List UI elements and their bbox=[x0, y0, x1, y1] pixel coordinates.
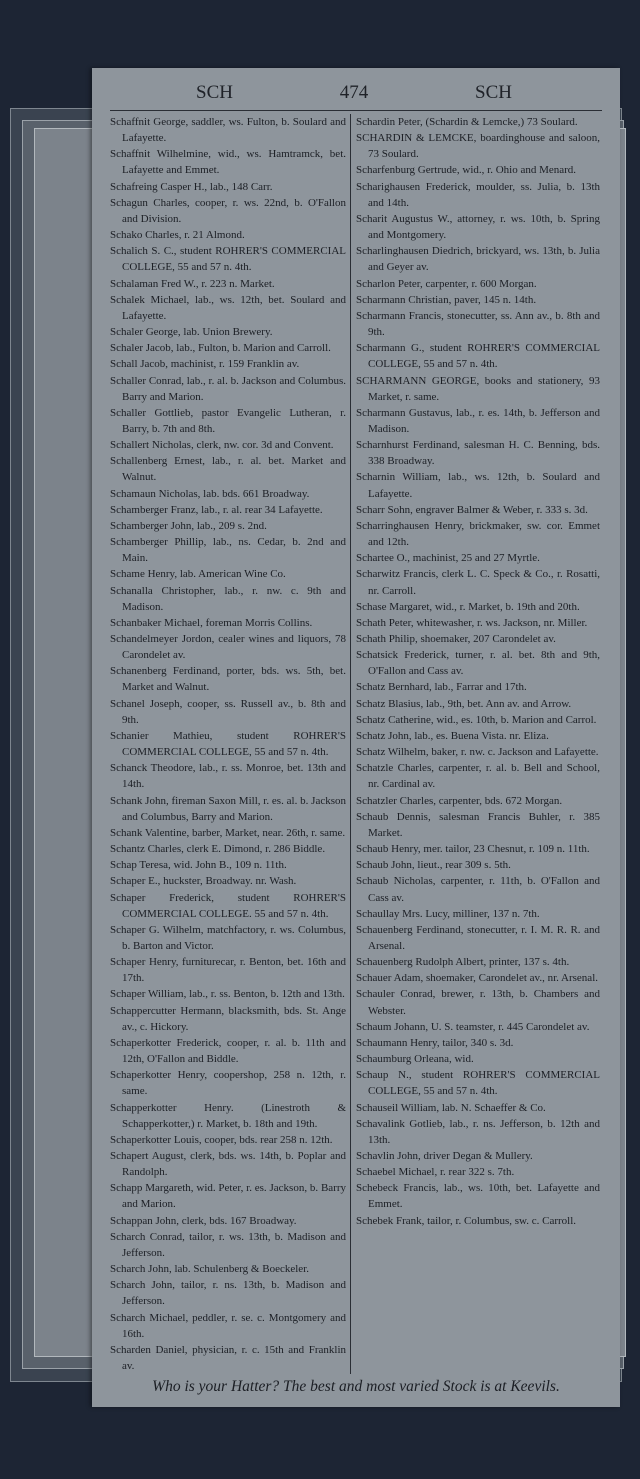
directory-entry: Schatz Wilhelm, baker, r. nw. c. Jackson and Lafayette. bbox=[356, 746, 599, 759]
running-head-right: SCH bbox=[475, 82, 512, 103]
directory-entry: Schallert Nicholas, clerk, nw. cor. 3d and Convent. bbox=[110, 439, 334, 452]
directory-entry: Schaller Conrad, lab., r. al. b. Jackson and Columbus. Barry and Marion. bbox=[110, 374, 346, 403]
directory-entry: Schaub Nicholas, carpenter, r. 11th, b. O'Fallon and Cass av. bbox=[356, 875, 600, 904]
directory-entry: Schanbaker Michael, foreman Morris Collins. bbox=[110, 616, 313, 629]
directory-entry: Schaullay Mrs. Lucy, milliner, 137 n. 7th. bbox=[356, 907, 540, 920]
directory-entry: Schavalink Gotlieb, lab., r. ns. Jefferson, b. 12th and 13th. bbox=[356, 1117, 600, 1146]
directory-entry: Schauer Adam, shoemaker, Carondelet av., nr. Arsenal. bbox=[356, 972, 598, 985]
directory-entry: Schall Jacob, machinist, r. 159 Franklin av. bbox=[110, 358, 300, 371]
directory-entry: Schako Charles, r. 21 Almond. bbox=[110, 229, 245, 242]
directory-entry: Scharmann Gustavus, lab., r. es. 14th, b. Jefferson and Madison. bbox=[356, 406, 600, 435]
directory-entry: Schaub Henry, mer. tailor, 23 Chesnut, r. 109 n. 11th. bbox=[356, 843, 590, 856]
footer-advertisement: Who is your Hatter? The best and most varied Stock is at Keevils. bbox=[152, 1378, 560, 1396]
directory-entry: Schauler Conrad, brewer, r. 13th, b. Chambers and Webster. bbox=[356, 988, 600, 1017]
directory-entry: Schebeck Francis, lab., ws. 10th, bet. Lafayette and Emmet. bbox=[356, 1182, 600, 1211]
directory-entry: Schatz Catherine, wid., es. 10th, b. Marion and Carrol. bbox=[356, 713, 597, 726]
directory-entry: Schanck Theodore, lab., r. ss. Monroe, bet. 13th and 14th. bbox=[110, 762, 346, 791]
directory-entry: Schauenberg Ferdinand, stonecutter, r. I. M. R. R. and Arsenal. bbox=[356, 923, 600, 952]
directory-entry: Schatz Blasius, lab., 9th, bet. Ann av. and Arrow. bbox=[356, 697, 572, 710]
directory-entry: Schaum Johann, U. S. teamster, r. 445 Carondelet av. bbox=[356, 1020, 590, 1033]
directory-entry: Schaperkotter Frederick, cooper, r. al. b. 11th and 12th, O'Fallon and Biddle. bbox=[110, 1036, 346, 1066]
directory-entry: SCHARMANN GEORGE, books and stationery, 93 Market, r. same. bbox=[356, 374, 600, 403]
directory-entry: Schapp Margareth, wid. Peter, r. es. Jackson, b. Barry and Marion. bbox=[110, 1182, 346, 1211]
directory-entry: Schappercutter Hermann, blacksmith, bds. St. Ange av., c. Hickory. bbox=[110, 1004, 346, 1033]
directory-entry: Schanier Mathieu, student ROHRER'S COMMERCIAL COLLEGE, 55 and 57 n. 4th. bbox=[110, 729, 346, 759]
page-number: 474 bbox=[339, 82, 369, 103]
directory-entry: Schalek Michael, lab., ws. 12th, bet. Soulard and Lafayette. bbox=[110, 293, 346, 322]
directory-entry: Scharringhausen Henry, brickmaker, sw. cor. Emmet and 12th. bbox=[356, 519, 600, 549]
directory-entry: Schank John, fireman Saxon Mill, r. es. al. b. Jackson and Columbus, Barry and Marion. bbox=[110, 794, 346, 823]
directory-entry: Scharwitz Francis, clerk L. C. Speck & Co., r. Rosatti, nr. Carroll. bbox=[356, 568, 600, 597]
directory-entry: Schavlin John, driver Degan & Mullery. bbox=[356, 1150, 533, 1162]
directory-entry: Schagun Charles, cooper, r. ws. 22nd, b. O'Fallon and Division. bbox=[110, 196, 346, 225]
directory-entry: Schaller Gottlieb, pastor Evangelic Lutheran, r. Barry, b. 7th and 8th. bbox=[110, 406, 346, 435]
directory-entry: Schatzler Charles, carpenter, bds. 672 Morgan. bbox=[356, 794, 563, 807]
directory-entry: Schaper E., huckster, Broadway. nr. Wash. bbox=[110, 875, 297, 888]
directory-entry: Schandelmeyer Jordon, cealer wines and liquors, 78 Carondelet av. bbox=[110, 633, 346, 662]
directory-entry: Schanenberg Ferdinand, porter, bds. ws. 5th, bet. Market and Walnut. bbox=[110, 665, 346, 694]
directory-entry: Schatz John, lab., es. Buena Vista. nr. Eliza. bbox=[356, 729, 549, 742]
directory-entry: Schapert August, clerk, bds. ws. 14th, b. Poplar and Randolph. bbox=[110, 1150, 346, 1179]
directory-entry: Schamberger Phillip, lab., ns. Cedar, b. 2nd and Main. bbox=[110, 536, 346, 565]
running-head bbox=[110, 82, 602, 108]
directory-entry: Schap Teresa, wid. John B., 109 n. 11th. bbox=[110, 859, 287, 872]
directory-entry: Schame Henry, lab. American Wine Co. bbox=[110, 568, 286, 581]
directory-entry: SCHARDIN & LEMCKE, boardinghouse and saloon, 73 Soulard. bbox=[356, 132, 600, 161]
directory-entry: Scharch Michael, peddler, r. se. c. Montgomery and 16th. bbox=[110, 1311, 346, 1340]
directory-entry: Schase Margaret, wid., r. Market, b. 19th and 20th. bbox=[356, 600, 580, 613]
directory-entry: Scharmann Christian, paver, 145 n. 14th. bbox=[356, 293, 537, 306]
directory-entry: Schaper G. Wilhelm, matchfactory, r. ws. Columbus, b. Barton and Victor. bbox=[110, 923, 346, 952]
directory-entry: Schapperkotter Henry. (Linestroth & Schapperkotter,) r. Market, b. 18th and 19th. bbox=[110, 1101, 346, 1130]
directory-entry: Scharit Augustus W., attorney, r. ws. 10th, b. Spring and Montgomery. bbox=[356, 212, 600, 242]
running-head-left: SCH bbox=[196, 82, 233, 103]
directory-entry: Schaler Jacob, lab., Fulton, b. Marion and Carroll. bbox=[110, 342, 331, 355]
right-column bbox=[350, 114, 600, 1374]
directory-entry: Schaumburg Orleana, wid. bbox=[356, 1053, 474, 1066]
directory-entry: Schaffnit George, saddler, ws. Fulton, b. Soulard and Lafayette. bbox=[110, 116, 346, 145]
directory-entry: Scharmann Francis, stonecutter, ss. Ann av., b. 8th and 9th. bbox=[356, 309, 600, 339]
directory-entry: Scharr Sohn, engraver Balmer & Weber, r. 333 s. 3d. bbox=[356, 503, 588, 516]
directory-entry: Schaperkotter Louis, cooper, bds. rear 258 n. 12th. bbox=[110, 1133, 333, 1146]
directory-entry: Schaffnit Wilhelmine, wid., ws. Hamtramck, bet. Lafayette and Emmet. bbox=[110, 148, 346, 177]
columns bbox=[110, 114, 602, 1374]
directory-entry: Scharfenburg Gertrude, wid., r. Ohio and Menard. bbox=[356, 164, 577, 177]
directory-entry: Schaup N., student ROHRER'S COMMERCIAL COLLEGE, 55 and 57 n. 4th. bbox=[356, 1069, 600, 1098]
left-column bbox=[110, 114, 350, 1374]
directory-entry: Schafreing Casper H., lab., 148 Carr. bbox=[110, 180, 273, 193]
directory-entry: Schatsick Frederick, turner, r. al. bet. 8th and 9th, O'Fallon and Cass av. bbox=[356, 649, 600, 678]
directory-entry: Schaub John, lieut., rear 309 s. 5th. bbox=[356, 859, 511, 872]
directory-entry: Schantz Charles, clerk E. Dimond, r. 286 Biddle. bbox=[110, 843, 326, 856]
directory-entry: Scharighausen Frederick, moulder, ss. Julia, b. 13th and 14th. bbox=[356, 180, 600, 209]
directory-entry: Schamberger Franz, lab., r. al. rear 34 Lafayette. bbox=[110, 503, 323, 516]
directory-entry: Schaper Frederick, student ROHRER'S COMMERCIAL COLLEGE. 55 and 57 n. 4th. bbox=[110, 891, 346, 920]
directory-entry: Scharlinghausen Diedrich, brickyard, ws. 13th, b. Julia and Geyer av. bbox=[356, 245, 600, 274]
directory-entry: Schebek Frank, tailor, r. Columbus, sw. c. Carroll. bbox=[356, 1214, 577, 1227]
directory-entry: Schank Valentine, barber, Market, near. 26th, r. same. bbox=[110, 826, 346, 839]
directory-entry: Schath Peter, whitewasher, r. ws. Jackson, nr. Miller. bbox=[356, 616, 588, 629]
directory-entry: Schaper William, lab., r. ss. Benton, b. 12th and 13th. bbox=[110, 988, 345, 1001]
directory-entry: Scharden Daniel, physician, r. c. 15th and Franklin av. bbox=[110, 1343, 346, 1373]
directory-entry: Schalaman Fred W., r. 223 n. Market. bbox=[110, 277, 275, 290]
directory-entry: Schallenberg Ernest, lab., r. al. bet. Market and Walnut. bbox=[110, 455, 346, 484]
directory-entry: Schatz Bernhard, lab., Farrar and 17th. bbox=[356, 681, 527, 694]
directory-entry: Scharch John, tailor, r. ns. 13th, b. Madison and Jefferson. bbox=[110, 1279, 346, 1308]
directory-entry: Scharch Conrad, tailor, r. ws. 13th, b. Madison and Jefferson. bbox=[110, 1230, 346, 1259]
directory-entry: Scharnhurst Ferdinand, salesman H. C. Benning, bds. 338 Broadway. bbox=[356, 439, 600, 468]
directory-entry: Schappan John, clerk, bds. 167 Broadway. bbox=[110, 1214, 297, 1227]
directory-entry: Schaub Dennis, salesman Francis Buhler, r. 385 Market. bbox=[356, 810, 600, 839]
directory-entry: Schartee O., machinist, 25 and 27 Myrtle. bbox=[356, 552, 540, 565]
directory-entry: Schaler George, lab. Union Brewery. bbox=[110, 326, 273, 339]
directory-entry: Schalich S. C., student ROHRER'S COMMERCIAL COLLEGE, 55 and 57 n. 4th. bbox=[110, 245, 346, 274]
directory-entry: Schanel Joseph, cooper, ss. Russell av., b. 8th and 9th. bbox=[110, 697, 346, 726]
directory-entry: Schaper Henry, furniturecar, r. Benton, bet. 16th and 17th. bbox=[110, 956, 346, 985]
directory-entry: Scharch John, lab. Schulenberg & Boeckeler. bbox=[110, 1263, 309, 1276]
directory-entry: Scharnin William, lab., ws. 12th, b. Soulard and Lafayette. bbox=[356, 471, 600, 500]
directory-entry: Schaebel Michael, r. rear 322 s. 7th. bbox=[356, 1166, 515, 1179]
directory-entry: Schanalla Christopher, lab., r. nw. c. 9th and Madison. bbox=[110, 584, 346, 613]
directory-entry: Schardin Peter, (Schardin & Lemcke,) 73 Soulard. bbox=[356, 116, 578, 128]
directory-entry: Schath Philip, shoemaker, 207 Carondelet av. bbox=[356, 633, 556, 645]
directory-entry: Schauseil William, lab. N. Schaeffer & Co. bbox=[356, 1101, 546, 1114]
directory-entry: Schauenberg Rudolph Albert, printer, 137 s. 4th. bbox=[356, 956, 570, 969]
directory-entry: Schaumann Henry, tailor, 340 s. 3d. bbox=[356, 1036, 514, 1049]
directory-entry: Schamberger John, lab., 209 s. 2nd. bbox=[110, 519, 267, 532]
directory-page bbox=[92, 68, 620, 1407]
directory-entry: Schatzle Charles, carpenter, r. al. b. Bell and School, nr. Cardinal av. bbox=[356, 762, 600, 791]
directory-entry: Scharlon Peter, carpenter, r. 600 Morgan. bbox=[356, 277, 537, 290]
directory-entry: Scharmann G., student ROHRER'S COMMERCIAL COLLEGE, 55 and 57 n. 4th. bbox=[356, 342, 600, 371]
header-rule bbox=[110, 110, 602, 111]
directory-entry: Schamaun Nicholas, lab. bds. 661 Broadway. bbox=[110, 487, 310, 500]
directory-entry: Schaperkotter Henry, coopershop, 258 n. 12th, r. same. bbox=[110, 1069, 346, 1098]
